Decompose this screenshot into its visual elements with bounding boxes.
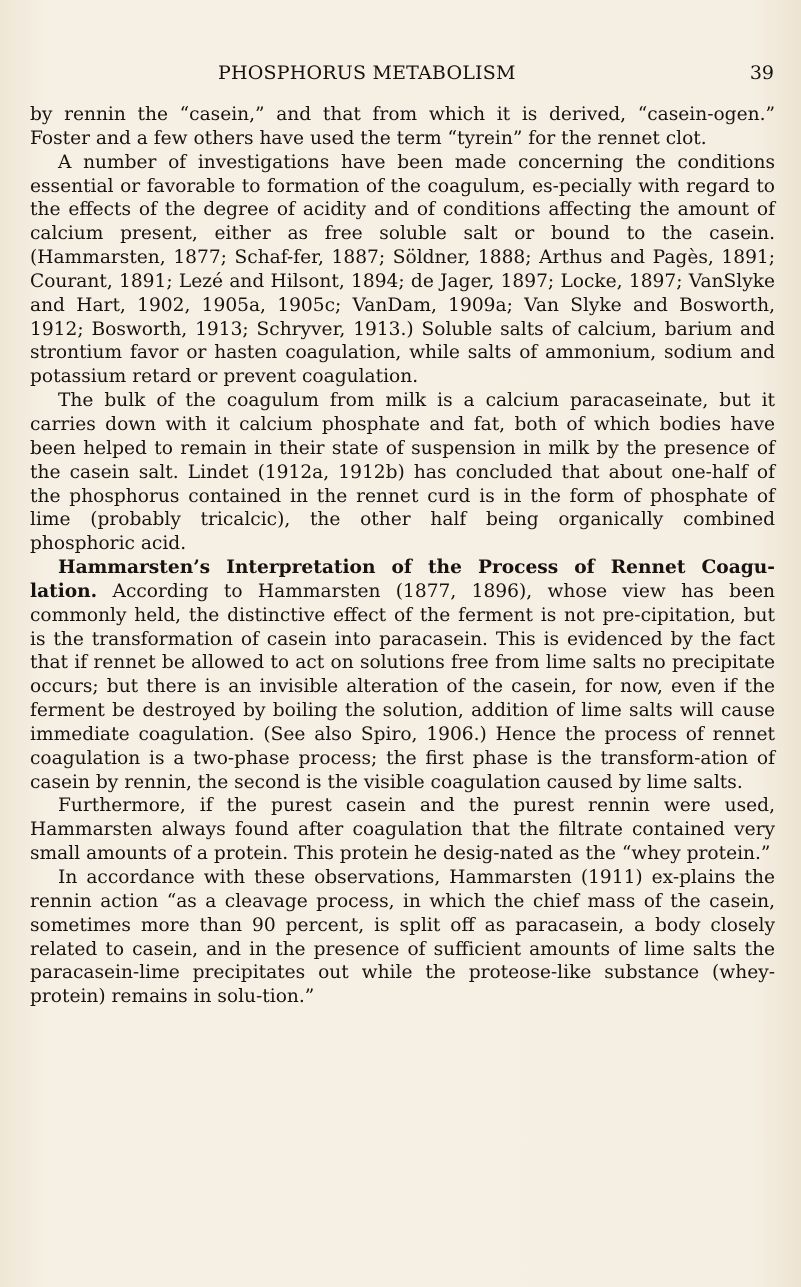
body-text xyxy=(30,103,775,1009)
paragraph-hammarsten-interpretation xyxy=(30,556,775,794)
paragraph-text: Furthermore, if the purest casein and the purest rennin were used, Hammarsten always found after coagulation that the filtrate contained very small amounts of a protein. This protein he desig-nated as the “whey protein.” xyxy=(30,795,775,865)
paragraph-rennin-action xyxy=(30,866,775,1009)
paragraph-text: According to Hammarsten (1877, 1896), whose view has been commonly held, the distinctive effect of the ferment is not pre-cipitation, but is the transformation of casein into paracasein. This is evidenced by the fact that if rennet be allowed to act on solutions free from lime salts no precipitate occurs; but there is an invisible alteration of the casein, for now, even if the ferment be destroyed by boiling the solution, addition of lime salts will cause immediate coagulation. (See also Spiro, 1906.) Hence the process of rennet coagulation is a two-phase process; the first phase is the transform-ation of casein by rennin, the second is the visible coagulation caused by lime salts. xyxy=(30,580,775,793)
page-number: 39 xyxy=(749,62,774,84)
paragraph-continuation xyxy=(30,103,775,151)
paragraph-whey-protein xyxy=(30,794,775,866)
paragraph-text: by rennin the “casein,” and that from which it is derived, “casein-ogen.” Foster and a few others have used the term “tyrein” for the rennet clot. xyxy=(30,104,775,149)
section-run-in-heading: Hammarsten’s Interpretation of the Process of Rennet Coagu-lation. xyxy=(30,557,775,602)
paragraph-text: A number of investigations have been made concerning the conditions essential or favorable to formation of the coagulum, es-pecially with regard to the effects of the degree of acidity and of conditions affecting the amount of calcium present, either as free soluble salt or bound to the casein. (Hammarsten, 1877; Schaf-fer, 1887; Söldner, 1888; Arthus and Pagès, 1891; Courant, 1891; Lezé and Hilsont, 1894; de Jager, 1897; Locke, 1897; VanSlyke and Hart, 1902, 1905a, 1905c; VanDam, 1909a; Van Slyke and Bosworth, 1912; Bosworth, 1913; Schryver, 1913.) Soluble salts of calcium, barium and strontium favor or hasten coagulation, while salts of ammonium, sodium and potassium retard or prevent coagulation. xyxy=(30,151,775,388)
running-title: PHOSPHORUS METABOLISM xyxy=(218,62,516,84)
running-head xyxy=(0,62,801,90)
paragraph-coagulation-conditions xyxy=(30,151,775,389)
paragraph-text: In accordance with these observations, Hammarsten (1911) ex-plains the rennin action “as a cleavage process, in which the chief mass of the casein, sometimes more than 90 percent, is split off as paracasein, a body closely related to casein, and in the presence of sufficient amounts of lime salts the paracasein-lime precipitates out while the proteose-like substance (whey-protein) remains in solu-tion.” xyxy=(30,867,775,1008)
paragraph-coagulum-composition xyxy=(30,389,775,556)
paragraph-text: The bulk of the coagulum from milk is a calcium paracaseinate, but it carries down with it calcium phosphate and fat, both of which bodies have been helped to remain in their state of suspension in milk by the presence of the casein salt. Lindet (1912a, 1912b) has concluded that about one-half of the phosphorus contained in the rennet curd is in the form of phosphate of lime (probably tricalcic), the other half being organically combined phosphoric acid. xyxy=(30,390,775,555)
